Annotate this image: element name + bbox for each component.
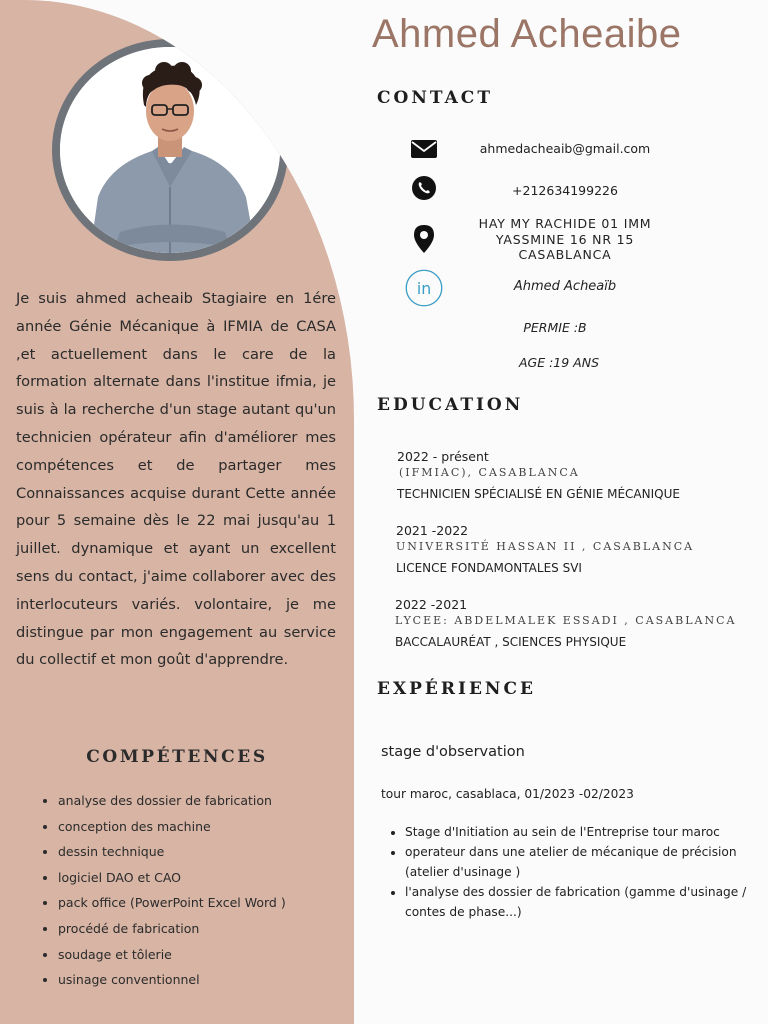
experience-task: • l'analyse des dossier de fabrication (gamme d'usinage / contes de phase...): [405, 882, 765, 922]
person-portrait-icon: [60, 47, 280, 253]
address-block: [440, 216, 690, 263]
education-years: 2021 -2022: [396, 523, 469, 538]
education-entry: [396, 523, 756, 575]
skill-item: • usinage conventionnel: [58, 967, 354, 993]
address-line: YASSMINE 16 NR 15: [495, 231, 635, 247]
sidebar: [0, 0, 354, 1024]
skill-item: • conception des machine: [58, 814, 354, 840]
linkedin-name: Ahmed Acheaïb: [513, 279, 617, 294]
education-entry: [397, 449, 757, 501]
experience-task: • Stage d'Initiation au sein de l'Entreprise tour maroc: [405, 822, 765, 842]
experience-task: • operateur dans une atelier de mécanique de précision (atelier d'usinage ): [405, 842, 765, 882]
education-entry: [395, 597, 755, 649]
education-heading: EDUCATION: [377, 395, 524, 415]
skill-item: • soudage et tôlerie: [58, 942, 354, 968]
email-text: ahmedacheaib@gmail.com: [479, 141, 651, 156]
profile-photo-frame: [52, 39, 288, 261]
skill-item: • analyse des dossier de fabrication: [58, 788, 354, 814]
location-pin-icon: [405, 224, 443, 254]
full-name: Ahmed Acheaibe: [372, 12, 682, 56]
education-degree: TECHNICIEN SPÉCIALISÉ EN GÉNIE MÉCANIQUE: [397, 487, 680, 501]
svg-text:in: in: [416, 278, 432, 298]
education-school: (IFMIAC), CASABLANCA: [399, 466, 580, 479]
experience-role: stage d'observation: [381, 744, 525, 760]
address-line: HAY MY RACHIDE 01 IMM: [478, 216, 652, 231]
address-line: CASABLANCA: [518, 247, 612, 262]
education-years: 2022 - présent: [397, 449, 489, 464]
experience-tasks: [387, 822, 765, 922]
experience-heading: EXPÉRIENCE: [377, 679, 536, 699]
skill-item: • procédé de fabrication: [58, 916, 354, 942]
linkedin-icon: [405, 265, 443, 311]
skill-item: • logiciel DAO et CAO: [58, 865, 354, 891]
driving-permit: PERMIE :B: [523, 320, 587, 335]
skill-item: • pack office (PowerPoint Excel Word ): [58, 890, 354, 916]
age: AGE :19 ANS: [518, 355, 600, 370]
about-paragraph: Je suis ahmed acheaib Stagiaire en 1ére année Génie Mécanique à IFMIA de CASA ,et actuellement dans le care de la formation alternate dans l'institue ifmia, je suis à la recherche d'un stage autant qu'un technicien opérateur afin d'améliorer mes compétences et de partager mes Connaissances acquise durant Cette année pour 5 semaine dès le 22 mai jusqu'au 1 juillet. dynamique et ayant un excellent sens du contact, j'aime collaborer avec des interlocuteurs variés. volontaire, je me distingue par mon engagement au service du collectif et mon goût d'apprendre.: [16, 290, 336, 669]
mail-icon: [405, 138, 443, 160]
skill-item: • dessin technique: [58, 839, 354, 865]
phone-icon: [405, 176, 443, 200]
education-years: 2022 -2021: [395, 597, 468, 612]
experience-company: tour maroc, casablaca, 01/2023 -02/2023: [381, 787, 634, 801]
education-degree: LICENCE FONDAMONTALES SVI: [396, 561, 582, 575]
education-school: UNIVERSITÉ HASSAN II , CASABLANCA: [396, 540, 695, 553]
education-degree: BACCALAURÉAT , SCIENCES PHYSIQUE: [395, 635, 627, 649]
skills-list: [40, 788, 354, 993]
profile-photo: [60, 47, 280, 253]
phone-text: +212634199226: [512, 183, 618, 198]
skills-heading: COMPÉTENCES: [86, 747, 268, 767]
education-school: LYCEE: ABDELMALEK ESSADI , CASABLANCA: [395, 614, 737, 627]
contact-heading: CONTACT: [377, 88, 493, 108]
